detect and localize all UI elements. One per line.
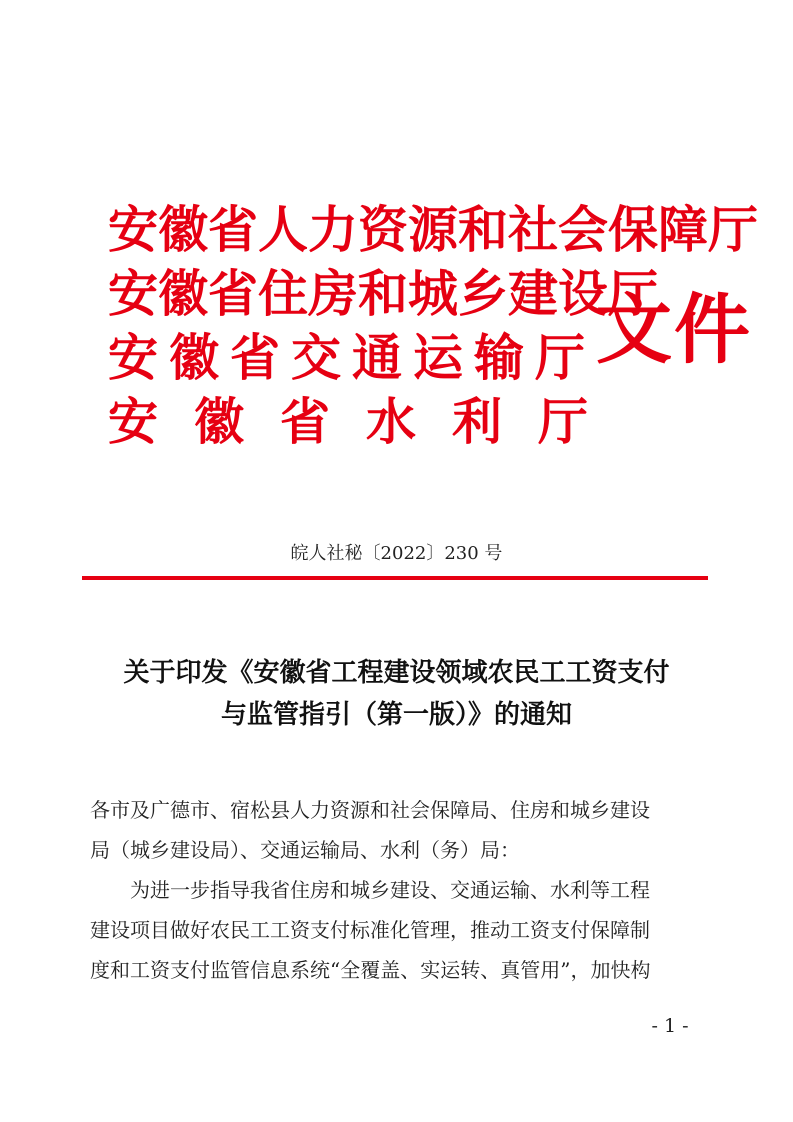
issuer-transport: 安徽省交通运输厅 bbox=[108, 328, 596, 387]
title-line-1: 关于印发《安徽省工程建设领域农民工工资支付 bbox=[123, 658, 670, 688]
title-line-2: 与监管指引（第一版）》的通知 bbox=[220, 700, 572, 730]
issuer-housing: 安徽省住房和城乡建设厅 bbox=[108, 264, 658, 323]
document-type-label: 文件 bbox=[596, 285, 752, 374]
document-number: 皖人社秘〔2022〕230 号 bbox=[290, 543, 503, 564]
document-title bbox=[80, 652, 713, 736]
page-number: - 1 - bbox=[651, 1015, 689, 1037]
paragraph-line-1: 为进一步指导我省住房和城乡建设、交通运输、水利等工程 bbox=[130, 878, 650, 902]
issuer-hrss: 安徽省人力资源和社会保障厅 bbox=[108, 200, 758, 259]
paragraph-line-2: 建设项目做好农民工工资支付标准化管理，推动工资支付保障制 bbox=[90, 918, 650, 942]
recipients-line-1: 各市及广德市、宿松县人力资源和社会保障局、住房和城乡建设 bbox=[90, 798, 650, 822]
body-text bbox=[90, 790, 705, 990]
issuer-water: 安徽省水利厅 bbox=[108, 392, 624, 451]
paragraph-line-3: 度和工资支付监管信息系统“全覆盖、实运转、真管用”，加快构 bbox=[90, 958, 651, 982]
red-divider bbox=[82, 576, 708, 580]
recipients-line-2: 局（城乡建设局）、交通运输局、水利（务）局： bbox=[90, 838, 520, 862]
